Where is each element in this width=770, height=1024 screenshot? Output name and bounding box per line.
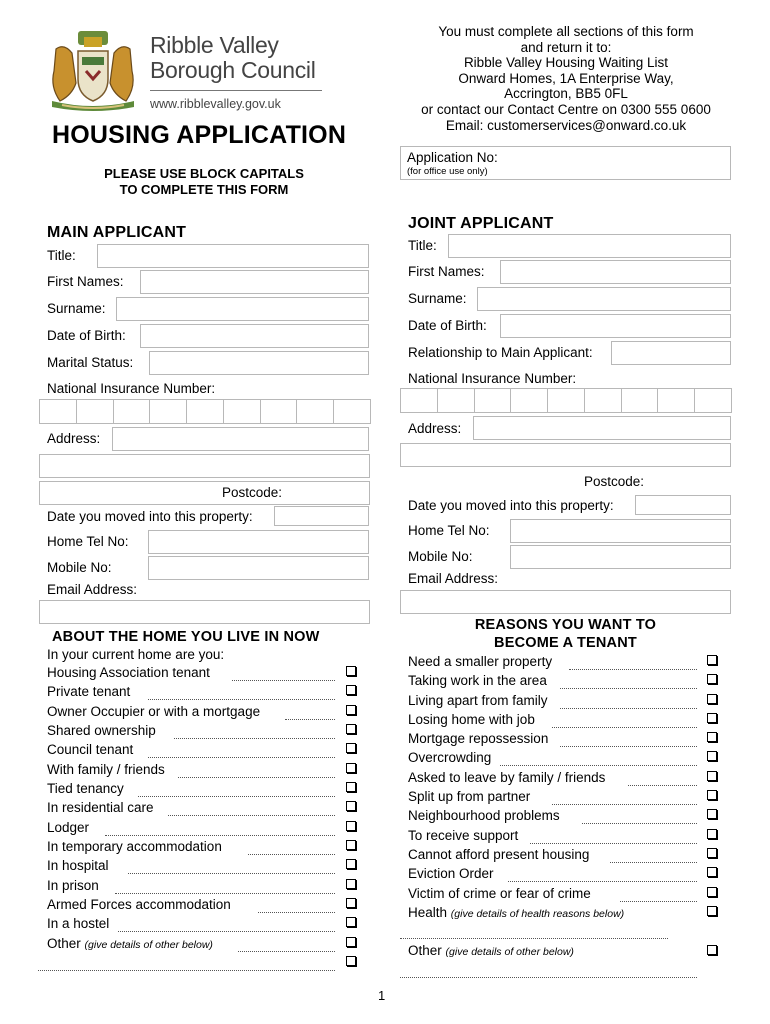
joint-mobile-label: Mobile No: [408, 549, 473, 564]
leader-dots [552, 727, 697, 728]
reason-other-details-line[interactable] [400, 977, 697, 978]
leader-dots [105, 835, 335, 836]
home-option-checkbox[interactable] [346, 724, 356, 734]
joint-address-input-2[interactable] [400, 443, 731, 467]
main-address-label: Address: [47, 431, 101, 446]
reason-option-checkbox[interactable] [707, 809, 717, 819]
joint-address-input-1[interactable] [473, 416, 731, 440]
application-no-label: Application No: [407, 150, 498, 165]
home-option-label: Owner Occupier or with a mortgage [47, 704, 261, 719]
home-option-label: Housing Association tenant [47, 665, 210, 680]
home-option-checkbox[interactable] [346, 898, 356, 908]
leader-dots [620, 901, 697, 902]
leader-dots [174, 738, 335, 739]
home-option-label: Council tenant [47, 742, 134, 757]
home-option-checkbox[interactable] [346, 685, 356, 695]
home-option-checkbox[interactable] [346, 917, 356, 927]
application-no-note: (for office use only) [407, 166, 488, 177]
leader-dots [560, 688, 697, 689]
reasons-heading-line2: BECOME A TENANT [494, 635, 637, 651]
reason-health-details-line[interactable] [400, 938, 668, 939]
main-surname-input[interactable] [116, 297, 369, 321]
leader-dots [148, 699, 335, 700]
reason-option-label: Taking work in the area [408, 673, 547, 688]
main-moved-input[interactable] [274, 506, 369, 526]
main-surname-label: Surname: [47, 301, 106, 316]
main-title-label: Title: [47, 248, 76, 263]
leader-dots [232, 680, 335, 681]
reason-option-label: Mortgage repossession [408, 731, 549, 746]
joint-dob-input[interactable] [500, 314, 731, 338]
joint-relationship-input[interactable] [611, 341, 731, 365]
main-email-input[interactable] [39, 600, 370, 624]
reasons-heading-line1: REASONS YOU WANT TO [474, 617, 657, 633]
joint-title-input[interactable] [448, 234, 731, 258]
leader-dots [115, 893, 335, 894]
home-option-label: In a hostel [47, 916, 110, 931]
reason-option-checkbox[interactable] [707, 829, 717, 839]
leader-dots [569, 669, 697, 670]
page-number: 1 [378, 988, 386, 1003]
website-link[interactable]: www.ribblevalley.gov.uk [150, 97, 281, 111]
leader-dots [118, 931, 335, 932]
joint-home-tel-input[interactable] [510, 519, 731, 543]
joint-relationship-label: Relationship to Main Applicant: [408, 345, 593, 360]
reason-option-label: Victim of crime or fear of crime [408, 886, 591, 901]
return-info [400, 24, 732, 133]
return-info-line: Ribble Valley Housing Waiting List [463, 55, 669, 71]
joint-postcode-label: Postcode: [584, 474, 645, 489]
home-option-label: In hospital [47, 858, 109, 873]
main-address-input-1[interactable] [112, 427, 369, 451]
main-mobile-label: Mobile No: [47, 560, 112, 575]
form-title: HOUSING APPLICATION [52, 121, 347, 149]
home-section-heading: ABOUT THE HOME YOU LIVE IN NOW [52, 629, 320, 645]
instruction-line2: TO COMPLETE THIS FORM [119, 182, 289, 197]
joint-applicant-heading: JOINT APPLICANT [408, 215, 554, 232]
joint-address-label: Address: [408, 421, 462, 436]
home-option-checkbox[interactable] [346, 879, 356, 889]
leader-dots [530, 843, 697, 844]
reason-option-checkbox[interactable] [707, 674, 717, 684]
home-option-label: Shared ownership [47, 723, 156, 738]
main-applicant-heading: MAIN APPLICANT [47, 224, 187, 241]
reason-other-note: (give details of other below) [445, 946, 574, 958]
home-option-label: Private tenant [47, 684, 131, 699]
leader-dots [610, 862, 697, 863]
council-crest-logo [48, 27, 138, 113]
home-other-note: (give details of other below) [84, 939, 213, 951]
leader-dots [582, 823, 697, 824]
joint-moved-label: Date you moved into this property: [408, 498, 614, 513]
home-option-label: In temporary accommodation [47, 839, 222, 854]
leader-dots [500, 765, 697, 766]
return-info-line: You must complete all sections of this form [438, 24, 694, 39]
reason-option-label: Losing home with job [408, 712, 535, 727]
main-first-names-label: First Names: [47, 274, 124, 289]
leader-dots [248, 854, 335, 855]
reason-option-checkbox[interactable] [707, 655, 717, 665]
reason-option-checkbox[interactable] [707, 771, 717, 781]
main-postcode-row[interactable] [39, 481, 370, 505]
reason-option-label: Split up from partner [408, 789, 531, 804]
main-postcode-label: Postcode: [222, 485, 283, 500]
main-dob-input[interactable] [140, 324, 369, 348]
home-other-checkbox[interactable] [346, 937, 356, 947]
reason-option-label: Asked to leave by family / friends [408, 770, 606, 785]
joint-title-label: Title: [408, 238, 437, 253]
home-other-details-line[interactable] [38, 970, 335, 971]
joint-surname-input[interactable] [477, 287, 731, 311]
home-section-intro: In your current home are you: [47, 647, 225, 662]
main-marital-input[interactable] [149, 351, 369, 375]
home-option-checkbox[interactable] [346, 859, 356, 869]
reason-other-label [408, 943, 574, 958]
reason-option-label: Living apart from family [408, 693, 548, 708]
leader-dots [560, 708, 697, 709]
main-mobile-input[interactable] [148, 556, 369, 580]
home-option-checkbox[interactable] [346, 705, 356, 715]
joint-mobile-input[interactable] [510, 545, 731, 569]
home-option-label: In residential care [47, 800, 154, 815]
joint-surname-label: Surname: [408, 291, 467, 306]
home-option-label: Armed Forces accommodation [47, 897, 231, 912]
reason-health-checkbox[interactable] [707, 906, 717, 916]
home-option-label: Lodger [47, 820, 90, 835]
main-address-input-2[interactable] [39, 454, 370, 478]
reason-option-checkbox[interactable] [707, 887, 717, 897]
joint-moved-input[interactable] [635, 495, 731, 515]
leader-dots [138, 796, 335, 797]
reason-option-label: Neighbourhood problems [408, 808, 560, 823]
instruction-line1: PLEASE USE BLOCK CAPITALS [104, 166, 304, 181]
main-ni-input[interactable] [39, 399, 370, 424]
joint-email-input[interactable] [400, 590, 731, 614]
main-title-input[interactable] [97, 244, 369, 268]
joint-first-names-label: First Names: [408, 264, 485, 279]
main-dob-label: Date of Birth: [47, 328, 126, 343]
org-name-line1: Ribble Valley [150, 32, 279, 58]
reason-option-label: Overcrowding [408, 750, 492, 765]
leader-dots [148, 757, 335, 758]
return-info-line: and return it to: [520, 39, 612, 55]
reason-option-checkbox[interactable] [707, 751, 717, 761]
home-option-checkbox[interactable] [346, 763, 356, 773]
leader-dots [628, 785, 697, 786]
return-info-line: Email: customerservices@onward.co.uk [445, 117, 687, 133]
joint-first-names-input[interactable] [500, 260, 731, 284]
leader-dots [285, 719, 335, 720]
main-moved-label: Date you moved into this property: [47, 509, 253, 524]
reason-option-label: To receive support [408, 828, 519, 843]
return-info-line: Onward Homes, 1A Enterprise Way, [458, 70, 674, 86]
home-option-label: With family / friends [47, 762, 165, 777]
reason-health-label-text: Health [408, 905, 448, 920]
home-option-checkbox[interactable] [346, 801, 356, 811]
return-info-line: or contact our Contact Centre on 0300 555 0600 [421, 101, 711, 117]
reason-option-checkbox[interactable] [707, 732, 717, 742]
home-option-checkbox[interactable] [346, 666, 356, 676]
joint-dob-label: Date of Birth: [408, 318, 487, 333]
joint-ni-input[interactable] [400, 388, 731, 413]
reason-option-checkbox[interactable] [707, 694, 717, 704]
reason-option-label: Eviction Order [408, 866, 494, 881]
home-other-label-text: Other [47, 936, 81, 951]
leader-dots [238, 951, 335, 952]
home-option-label: In prison [47, 878, 99, 893]
main-marital-label: Marital Status: [47, 355, 134, 370]
reason-option-checkbox[interactable] [707, 713, 717, 723]
leader-dots [178, 777, 335, 778]
joint-home-tel-label: Home Tel No: [408, 523, 490, 538]
main-first-names-input[interactable] [140, 270, 369, 294]
leader-dots [552, 804, 697, 805]
leader-dots [508, 881, 697, 882]
joint-ni-label: National Insurance Number: [408, 371, 577, 386]
leader-dots [168, 815, 335, 816]
reason-option-checkbox[interactable] [707, 848, 717, 858]
leader-dots [128, 873, 335, 874]
main-ni-label: National Insurance Number: [47, 381, 216, 396]
leader-dots [258, 912, 335, 913]
home-option-checkbox[interactable] [346, 743, 356, 753]
home-option-checkbox[interactable] [346, 821, 356, 831]
reason-option-checkbox[interactable] [707, 867, 717, 877]
home-other-details-checkbox[interactable] [346, 956, 356, 966]
reason-health-label [408, 905, 624, 920]
home-option-label: Tied tenancy [47, 781, 124, 796]
reason-option-checkbox[interactable] [707, 790, 717, 800]
org-name-line2: Borough Council [150, 57, 316, 83]
application-no-field[interactable] [400, 146, 731, 180]
reason-option-label: Cannot afford present housing [408, 847, 590, 862]
leader-dots [560, 746, 697, 747]
main-home-tel-label: Home Tel No: [47, 534, 129, 549]
reason-other-checkbox[interactable] [707, 945, 717, 955]
reason-health-note: (give details of health reasons below) [450, 908, 625, 920]
header-divider [150, 90, 322, 91]
home-option-checkbox[interactable] [346, 782, 356, 792]
main-home-tel-input[interactable] [148, 530, 369, 554]
reason-option-label: Need a smaller property [408, 654, 553, 669]
home-option-checkbox[interactable] [346, 840, 356, 850]
main-email-label: Email Address: [47, 582, 138, 597]
joint-email-label: Email Address: [408, 571, 499, 586]
return-info-line: Accrington, BB5 0FL [504, 86, 628, 102]
reason-other-label-text: Other [408, 943, 442, 958]
home-other-label [47, 936, 213, 951]
